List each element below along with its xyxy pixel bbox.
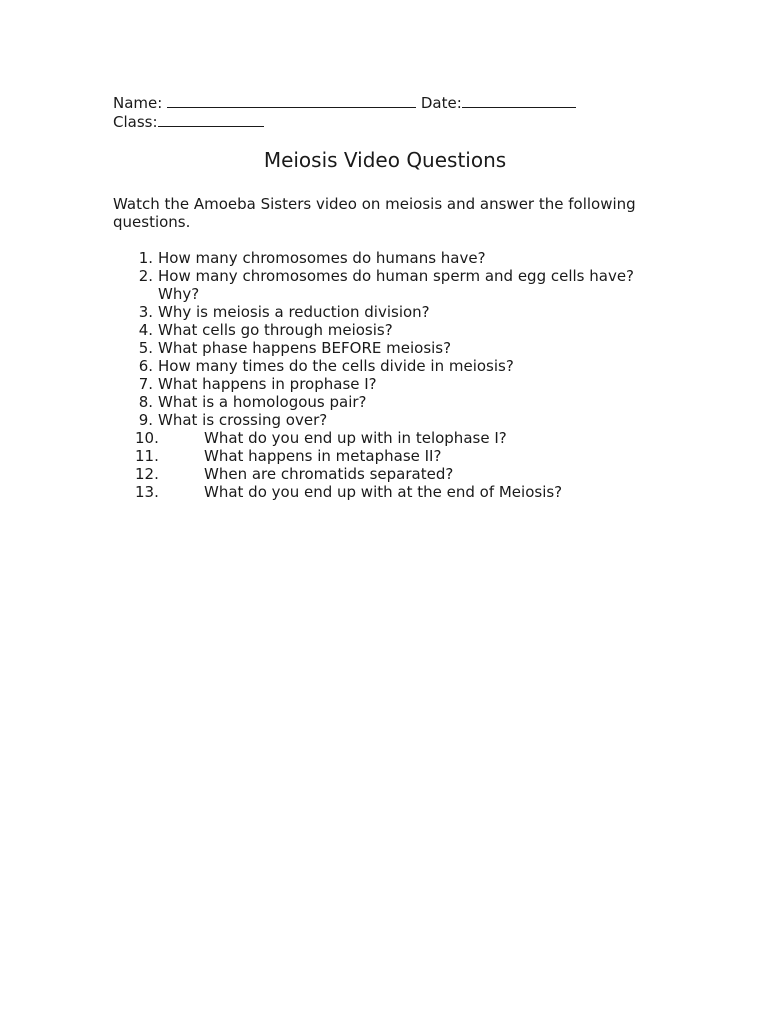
question-number: 5.: [138, 339, 153, 357]
name-label: Name:: [113, 94, 163, 112]
question-number: 10.: [135, 429, 159, 447]
date-blank[interactable]: [462, 93, 576, 108]
question-item: [113, 411, 673, 429]
question-number: 2.: [138, 267, 153, 285]
instructions: Watch the Amoeba Sisters video on meiosis and answer the following questions.: [113, 195, 636, 231]
question-text: What cells go through meiosis?: [158, 321, 393, 339]
question-text: How many chromosomes do human sperm and egg cells have? Why?: [158, 267, 635, 303]
question-text: What phase happens BEFORE meiosis?: [158, 339, 452, 357]
question-number: 7.: [138, 375, 153, 393]
question-number: 11.: [135, 447, 159, 465]
question-number: 3.: [138, 303, 153, 321]
question-text: What do you end up with at the end of Meiosis?: [204, 483, 563, 501]
question-item: [113, 483, 673, 501]
question-text: What happens in metaphase II?: [204, 447, 442, 465]
question-number: 8.: [138, 393, 153, 411]
page-title: Meiosis Video Questions: [263, 148, 507, 172]
question-text: What do you end up with in telophase I?: [204, 429, 507, 447]
question-text: How many times do the cells divide in meiosis?: [158, 357, 514, 375]
question-item: [113, 303, 673, 321]
name-date-line: [113, 93, 576, 112]
question-number: 1.: [138, 249, 153, 267]
question-item: [113, 375, 673, 393]
class-line: [113, 112, 264, 131]
question-number: 6.: [138, 357, 153, 375]
question-item: [113, 267, 673, 303]
question-item: [113, 249, 673, 267]
question-number: 13.: [135, 483, 159, 501]
question-text: What is crossing over?: [158, 411, 328, 429]
question-item: [113, 429, 673, 447]
question-number: 9.: [138, 411, 153, 429]
question-text: What happens in prophase I?: [158, 375, 377, 393]
question-text: Why is meiosis a reduction division?: [158, 303, 430, 321]
question-item: [113, 447, 673, 465]
question-item: [113, 357, 673, 375]
date-label: Date:: [420, 94, 462, 112]
question-item: [113, 393, 673, 411]
question-text: What is a homologous pair?: [158, 393, 367, 411]
question-number: 12.: [135, 465, 159, 483]
question-text: When are chromatids separated?: [204, 465, 454, 483]
question-number: 4.: [138, 321, 153, 339]
question-item: [113, 465, 673, 483]
class-label: Class:: [113, 113, 158, 131]
question-text: How many chromosomes do humans have?: [158, 249, 486, 267]
question-item: [113, 339, 673, 357]
class-blank[interactable]: [158, 112, 264, 127]
name-blank[interactable]: [167, 93, 416, 108]
question-list: [113, 249, 673, 501]
question-item: [113, 321, 673, 339]
